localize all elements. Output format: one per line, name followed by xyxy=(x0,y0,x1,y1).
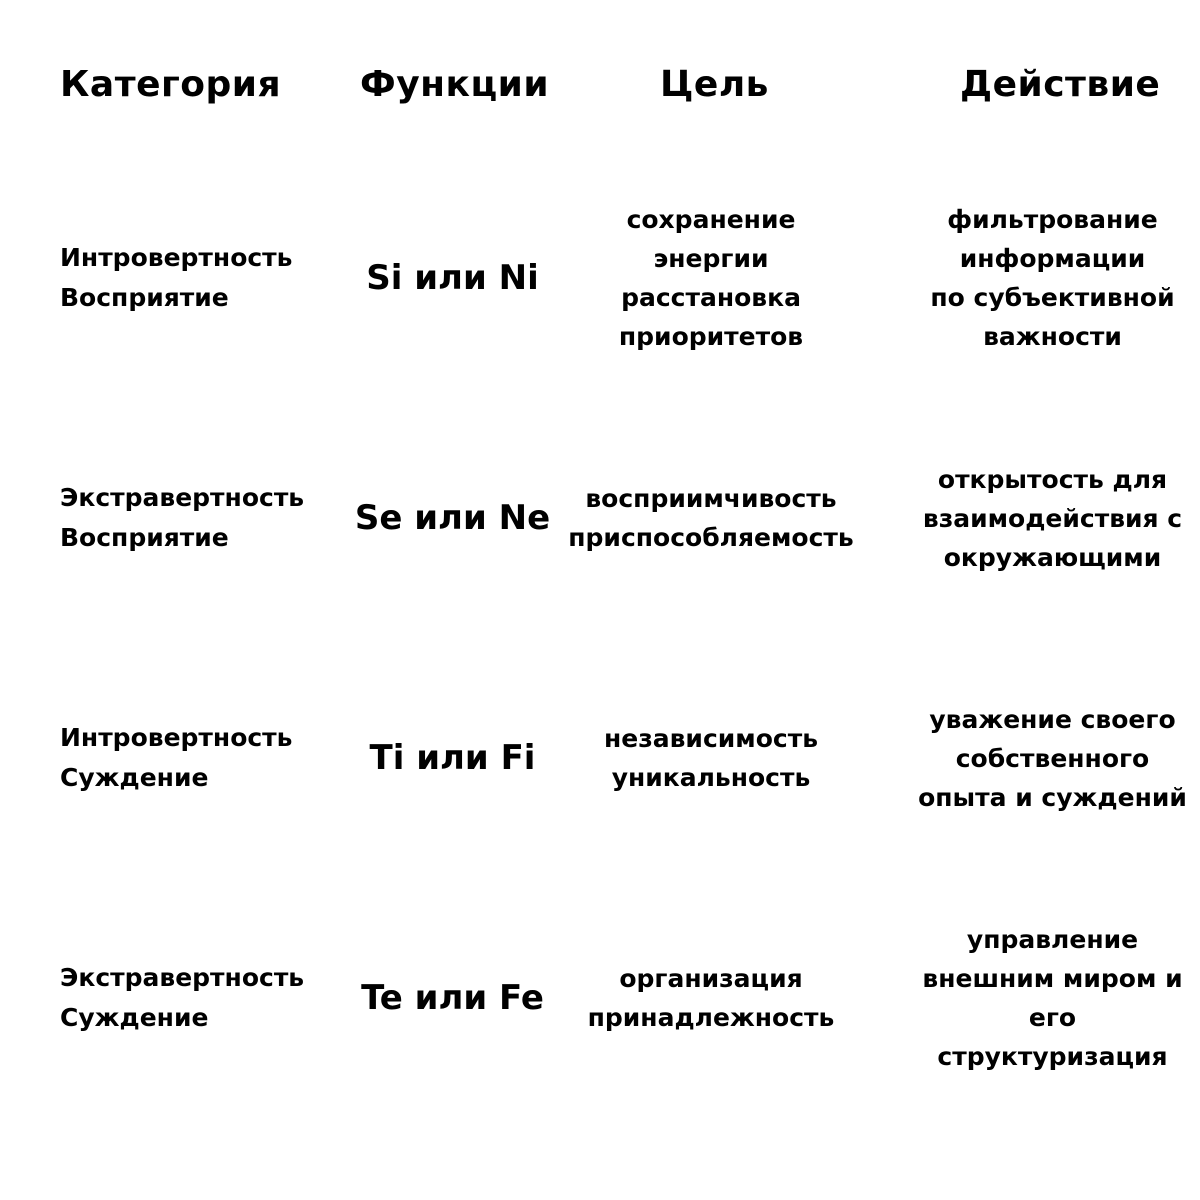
action-line: управление xyxy=(966,925,1139,954)
category-line: Экстравертность xyxy=(60,963,305,992)
category-cell xyxy=(60,658,350,858)
category-cell xyxy=(60,178,350,378)
table-row xyxy=(0,898,1200,1098)
action-line: его xyxy=(1028,1003,1077,1032)
action-line: собственного xyxy=(955,743,1150,773)
goal-cell xyxy=(555,178,867,378)
functions-cell: Se или Ne xyxy=(354,498,551,538)
action-line: окружающими xyxy=(943,542,1162,572)
goal-line: расстановка xyxy=(621,283,801,312)
action-cell xyxy=(905,658,1200,858)
goal-cell xyxy=(555,418,867,618)
action-cell xyxy=(905,898,1200,1098)
goal-cell xyxy=(555,658,867,858)
table-row xyxy=(0,658,1200,858)
table-row xyxy=(0,418,1200,618)
header-category: Категория xyxy=(60,64,282,105)
goal-line: сохранение xyxy=(626,205,796,234)
action-line: важности xyxy=(983,322,1122,351)
action-line: внешним миром и xyxy=(922,964,1183,993)
goal-line: организация xyxy=(619,964,803,993)
goal-line: принадлежность xyxy=(587,1003,835,1032)
category-line: Восприятие xyxy=(60,523,229,552)
action-line: открытость для xyxy=(937,464,1168,494)
functions-cell: Si или Ni xyxy=(366,258,539,298)
functions-cell: Te или Fe xyxy=(361,978,544,1018)
action-cell xyxy=(905,418,1200,618)
action-line: фильтрование xyxy=(947,205,1158,234)
table-header xyxy=(0,60,1200,110)
functions-cell: Ti или Fi xyxy=(369,738,536,778)
action-line: информации xyxy=(959,244,1146,273)
goal-line: приспособляемость xyxy=(568,523,854,552)
table-row xyxy=(0,178,1200,378)
category-line: Суждение xyxy=(60,763,209,792)
goal-line: восприимчивость xyxy=(585,484,837,513)
goal-line: энергии xyxy=(653,244,769,273)
action-line: уважение своего xyxy=(929,704,1176,734)
goal-cell xyxy=(555,898,867,1098)
action-line: по субъективной xyxy=(930,283,1175,312)
goal-line: приоритетов xyxy=(618,322,804,351)
category-cell xyxy=(60,418,350,618)
header-action: Действие xyxy=(960,64,1161,105)
goal-line: уникальность xyxy=(611,763,811,792)
category-cell xyxy=(60,898,350,1098)
action-cell xyxy=(905,178,1200,378)
category-line: Интровертность xyxy=(60,723,293,752)
goal-line: независимость xyxy=(603,724,819,753)
action-line: взаимодействия с xyxy=(922,503,1183,533)
action-line: структуризация xyxy=(937,1042,1168,1071)
header-goal: Цель xyxy=(660,64,769,105)
category-line: Интровертность xyxy=(60,243,293,272)
category-line: Суждение xyxy=(60,1003,209,1032)
category-line: Восприятие xyxy=(60,283,229,312)
category-line: Экстравертность xyxy=(60,483,305,512)
action-line: опыта и суждений xyxy=(918,782,1187,812)
header-functions: Функции xyxy=(360,64,550,105)
